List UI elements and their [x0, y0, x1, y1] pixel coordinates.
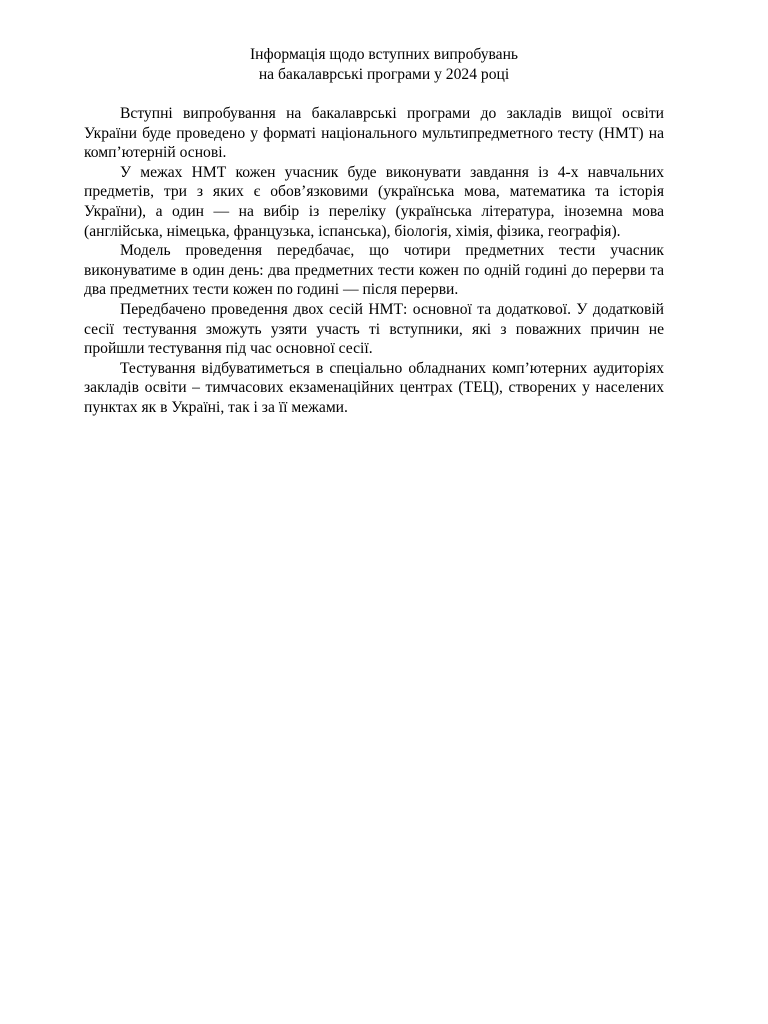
paragraph-test-model: Модель проведення передбачає, що чотири предметних тести учасник виконуватиме в один день: два предметних тести кожен по одній годині до перерви та два предметних тести кожен по годині — після перерви. — [84, 242, 664, 299]
title-line-2: на бакалаврські програми у 2024 році — [258, 65, 510, 83]
paragraph-test-centers: Тестування відбуватиметься в спеціально обладнаних комп’ютерних аудиторіях закладів освіти – тимчасових екзаменаційних центрах (ТЕЦ), створених у населених пунктах як в Україні, так і за її межами. — [84, 359, 664, 416]
document-title — [84, 45, 684, 84]
paragraph-sessions: Передбачено проведення двох сесій НМТ: основної та додаткової. У додатковій сесії тестування зможуть узяти участь ті вступники, які з поважних причин не пройшли тестування під час основної сесії. — [84, 300, 664, 358]
paragraph-entrance-format: Вступні випробування на бакалаврські програми до закладів вищої освіти України буде проведено у форматі національного мультипредметного тесту (НМТ) на комп’ютерній основі. — [84, 105, 664, 162]
paragraph-subjects: У межах НМТ кожен учасник буде виконувати завдання із 4-х навчальних предметів, три з яких є обов’язковими (українська мова, математика та історія України), а один — на вибір із переліку (українська література, іноземна мова (англійська, німецька, французька, іспанська), біологія, хімія, фізика, географія). — [84, 163, 664, 240]
document-body — [84, 104, 664, 418]
title-line-1: Інформація щодо вступних випробувань — [249, 46, 519, 63]
